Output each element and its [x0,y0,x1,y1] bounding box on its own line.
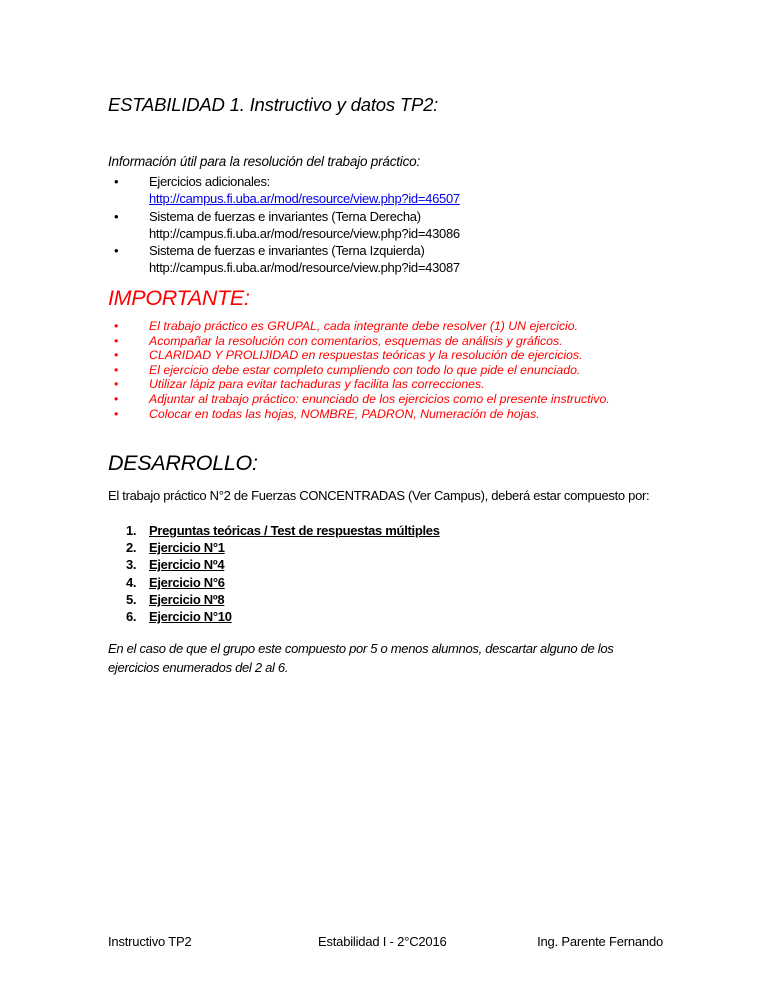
resources-list [108,173,460,277]
resource-url: http://campus.fi.uba.ar/mod/resource/view.php?id=43086 [149,225,460,241]
bullet-icon: • [114,377,119,392]
resource-link[interactable]: http://campus.fi.uba.ar/mod/resource/view.php?id=46507 [149,191,460,207]
list-item [108,319,610,334]
bullet-icon: • [114,333,119,348]
item-text: Ejercicio N°6 [149,574,225,590]
item-text: El trabajo práctico es GRUPAL, cada integrante debe resolver (1) UN ejercicio. [149,319,578,333]
list-item [108,377,610,392]
list-item [108,608,440,625]
document-title: ESTABILIDAD 1. Instructivo y datos TP2: [108,94,439,115]
list-item [108,574,440,591]
item-text: Adjuntar al trabajo práctico: enunciado de los ejercicios como el presente instructivo. [149,391,610,406]
item-number: 4. [126,574,137,590]
item-text: Ejercicio Nº4 [149,557,225,573]
list-item [108,392,610,407]
item-text: El ejercicio debe estar completo cumpliendo con todo lo que pide el enunciado. [149,362,581,377]
important-list [108,319,610,421]
list-item [108,556,440,573]
item-text: Utilizar lápiz para evitar tachaduras y facilita las correcciones. [149,377,485,392]
resource-label: Sistema de fuerzas e invariantes (Terna Izquierda) [149,243,425,259]
list-item [108,242,460,277]
bullet-icon: • [114,362,119,377]
footer-center: Estabilidad I - 2°C2016 [318,934,447,949]
bullet-icon: • [114,208,119,224]
resource-url: http://campus.fi.uba.ar/mod/resource/view.php?id=43087 [149,260,460,276]
item-text: CLARIDAD Y PROLIJIDAD en respuestas teóricas y la resolución de ejercicios. [149,348,583,363]
item-number: 5. [126,591,137,607]
bullet-icon: • [114,319,119,333]
item-text: Ejercicio N°1 [149,540,225,556]
list-item [108,407,610,422]
item-text: Preguntas teóricas / Test de respuestas múltiples [149,523,440,538]
bullet-icon: • [114,243,119,259]
list-item [108,173,460,208]
bullet-icon: • [114,391,119,406]
development-heading: DESARROLLO: [108,451,258,475]
item-text: Acompañar la resolución con comentarios, esquemas de análisis y gráficos. [149,333,563,348]
item-text: Ejercicio N°10 [149,609,232,625]
document-subtitle: Información útil para la resolución del trabajo práctico: [108,154,421,169]
resource-label: Sistema de fuerzas e invariantes (Terna Derecha) [149,208,421,224]
list-item [108,591,440,608]
development-intro: El trabajo práctico N°2 de Fuerzas CONCENTRADAS (Ver Campus), deberá estar compuesto por: [108,488,650,503]
list-item [108,348,610,363]
important-heading: IMPORTANTE: [108,286,250,310]
list-item [108,334,610,349]
item-number: 3. [126,557,137,573]
bullet-icon: • [114,348,119,363]
item-number: 2. [126,540,137,556]
item-text: Ejercicio Nº8 [149,591,225,607]
bullet-icon: • [114,406,119,421]
list-item [108,539,440,556]
exercise-list [108,522,440,625]
list-item [108,363,610,378]
item-text: Colocar en todas las hojas, NOMBRE, PADRON, Numeración de hojas. [149,406,540,421]
item-number: 1. [126,523,137,538]
list-item [108,522,440,539]
development-note: En el caso de que el grupo este compuesto por 5 o menos alumnos, descartar alguno de los ejercicios enumerados del 2 al 6. [108,641,614,675]
list-item [108,208,460,243]
resource-label: Ejercicios adicionales: [149,174,270,189]
bullet-icon: • [114,174,119,189]
footer-left: Instructivo TP2 [108,934,192,949]
footer-right: Ing. Parente Fernando [537,934,663,949]
item-number: 6. [126,609,137,625]
